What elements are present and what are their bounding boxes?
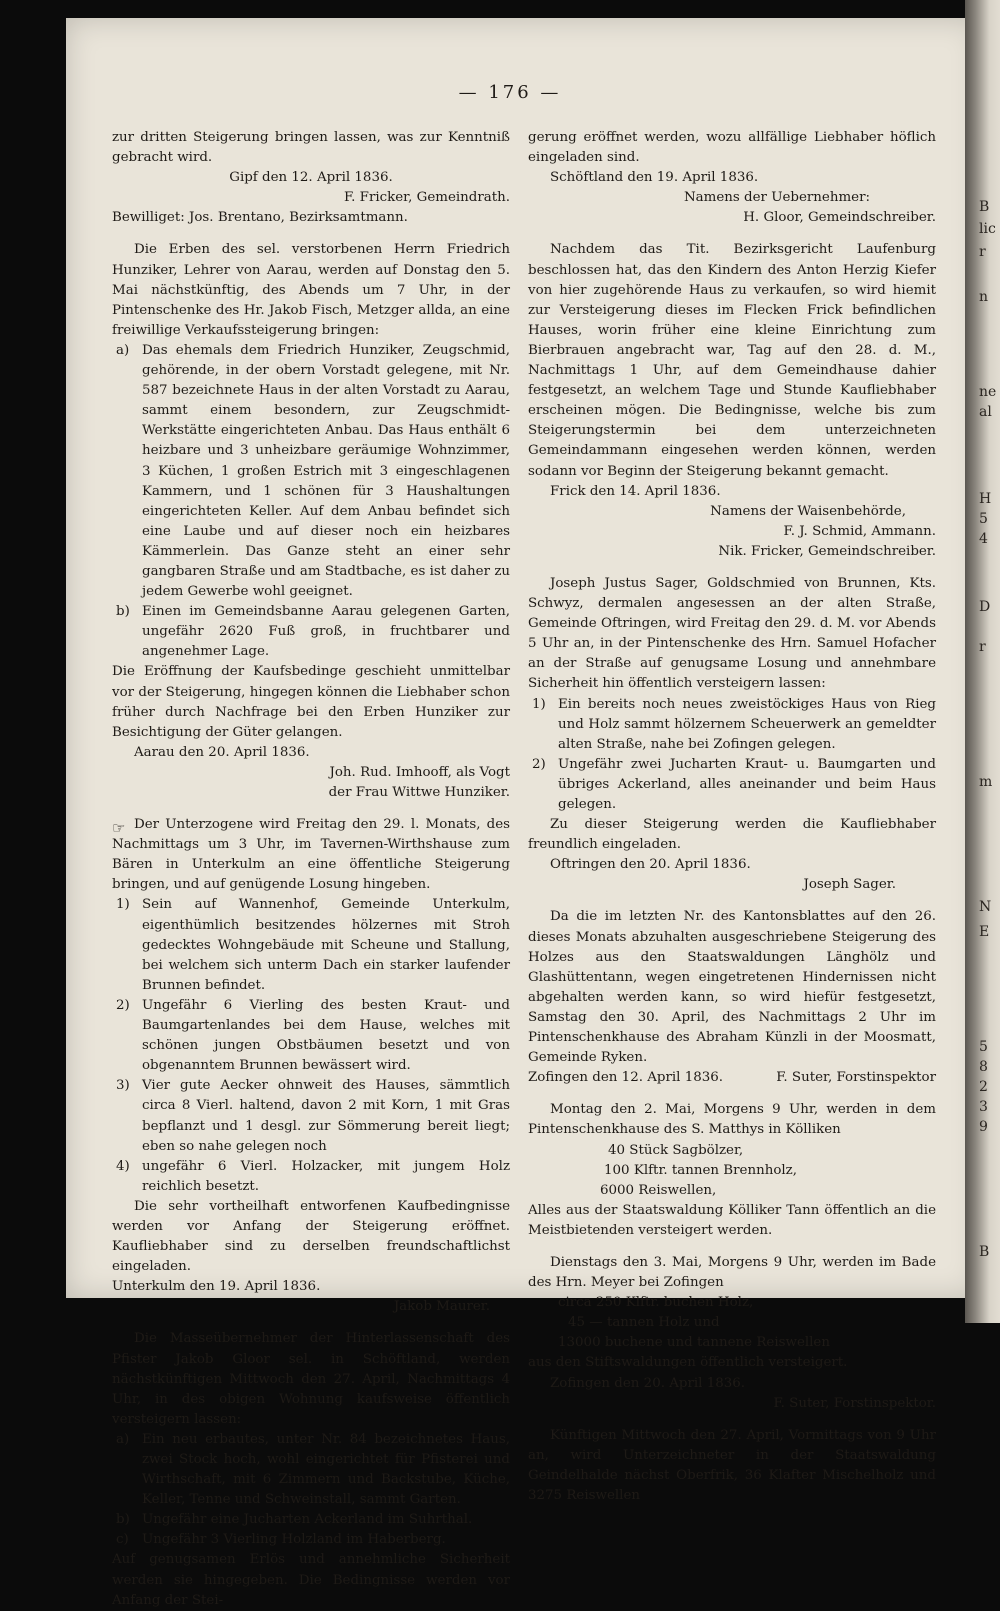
list-item-text: ungefähr 6 Vierl. Holzacker, mit jungem Holz reichlich besetzt. xyxy=(142,1158,510,1194)
notice-signature: Namens der Waisenbehörde, xyxy=(710,503,906,519)
gutter-fragment: B xyxy=(979,199,990,215)
notice-date: Zofingen den 20. April 1836. xyxy=(550,1375,746,1391)
notice-footer xyxy=(528,1068,936,1088)
gutter-fragment: B xyxy=(979,1244,990,1260)
notice-date: Frick den 14. April 1836. xyxy=(550,483,721,499)
gutter-fragment: lic xyxy=(979,221,996,237)
list-item-text: Das ehemals dem Friedrich Hunziker, Zeugschmid, gehörende, in der obern Vorstadt gelegene, mit Nr. 587 bezeichnete Haus in der alten Vorstadt zu Aarau, sammt einem besondern, zur Zeugschmidt-Werkstätte eingerichteten Anbau. Das Haus enthält 6 heizbare und 3 unheizbare geräumige Wohnzimmer, 3 Küchen, 1 großen Estrich mit 3 eingeschlagenen Kammern, und 1 schönen für 3 Haushaltungen eingerichteten Keller. Auf dem Anbau befindet sich eine Laube und auf dieser noch ein heizbares Kämmerlein. Das Ganze steht an einer sehr gangbaren Straße und am Stadtbache, es ist daher zu jedem Gewerbe wohl geeignet. xyxy=(142,342,510,600)
notice-signature: der Frau Wittwe Hunziker. xyxy=(328,785,510,800)
list-item: 6000 Reiswellen, xyxy=(600,1182,717,1198)
gutter-fragment: H xyxy=(979,491,992,507)
list-item-label: 4) xyxy=(116,1158,130,1174)
notice-signature: Nik. Fricker, Gemeindschreiber. xyxy=(718,543,936,559)
list-item: 100 Klftr. tannen Brennholz, xyxy=(604,1162,797,1178)
notice-approval: Bewilliget: Jos. Brentano, Bezirksamtmann. xyxy=(112,210,408,226)
list-item-text: Ungefähr zwei Jucharten Kraut- u. Baumgarten und übriges Ackerland, alles aneinander und beim Haus gelegen. xyxy=(558,756,936,812)
notice-block xyxy=(112,815,510,895)
gutter-fragment: r xyxy=(979,639,986,655)
list-item xyxy=(528,755,936,815)
list-item-text: Sein auf Wannenhof, Gemeinde Unterkulm, eigenthümlich besitzendes hölzernes mit Stroh gedecktes Wohngebäude mit Scheune und Stallung, bei welchem sich unterm Dach ein starker laufender Brunnen befindet. xyxy=(142,897,510,993)
notice-paragraph: gerung eröffnet werden, wozu allfällige Liebhaber höflich eingeladen sind. xyxy=(528,130,936,166)
notice-paragraph: Die Eröffnung der Kaufsbedinge geschieht unmittelbar vor der Steigerung, hingegen können die Liebhaber schon früher durch Nachfrage bei den Erben Hunziker zur Besichtigung der Güter gelangen. xyxy=(112,664,510,740)
notice-date: Gipf den 12. April 1836. xyxy=(229,170,393,186)
list-item-text: Ein bereits noch neues zweistöckiges Haus von Rieg und Holz sammt hölzernem Scheuerwerk an gemeldter alten Straße, nahe bei Zofingen gelegen. xyxy=(558,696,936,752)
list-item-label: 2) xyxy=(532,756,546,772)
list-item-text: Einen im Gemeindsbanne Aarau gelegenen Garten, ungefähr 2620 Fuß groß, in fruchtbarer und angenehmer Lage. xyxy=(142,604,510,660)
notice-paragraph: Die Erben des sel. verstorbenen Herrn Friedrich Hunziker, Lehrer von Aarau, werden auf Donstag den 5. Mai nächstkünftig, des Abends um 7 Uhr, in der Pintenschenke des Hr. Jakob Fisch, Metzger allda, an eine freiwillige Verkaufssteigerung bringen: xyxy=(112,242,510,338)
notice-paragraph: Joseph Justus Sager, Goldschmied von Brunnen, Kts. Schwyz, dermalen angesessen an der alten Straße, Gemeinde Oftringen, wird Freitag den 29. d. M. vor Abends 5 Uhr an, in der Pintenschenke des Hrn. Samuel Hofacher an der Straße auf genugsame Losung und annehmbare Sicherheit hin öffentlich versteigern lassen: xyxy=(528,575,936,692)
list-item xyxy=(112,1430,510,1510)
list-item-text: Ungefähr eine Jucharten Ackerland im Suhrthal. xyxy=(142,1512,473,1528)
notice-signature: H. Gloor, Gemeindschreiber. xyxy=(743,210,936,226)
notice-paragraph: aus den Stiftswaldungen öffentlich versteigert. xyxy=(528,1355,848,1371)
notice-paragraph: Auf genugsamen Erlös und annehmliche Sicherheit werden sie hingegeben. Die Bedingnisse werden vor Anfang der Stei- xyxy=(112,1552,510,1608)
list-item xyxy=(112,996,510,1076)
list-item: 13000 buchene und tannene Reiswellen xyxy=(558,1335,830,1351)
list-item-label: 1) xyxy=(532,696,546,712)
notice-date: Aarau den 20. April 1836. xyxy=(134,744,310,760)
list-item: 45 — tannen Holz und xyxy=(568,1315,720,1331)
gutter-fragment: 5 xyxy=(979,511,988,527)
notice-date: Unterkulm den 19. April 1836. xyxy=(112,1279,321,1295)
list-item: 40 Stück Sagbölzer, xyxy=(608,1142,744,1158)
gutter-fragment: al xyxy=(979,404,992,420)
list-item xyxy=(112,1076,510,1156)
facing-page-edge xyxy=(965,0,1000,1323)
list-item-text: Ungefähr 3 Vierling Holzland im Haberberg. xyxy=(142,1532,446,1548)
list-item-label: b) xyxy=(116,1512,130,1528)
list-item-label: a) xyxy=(116,342,130,358)
notice-signature: F. Fricker, Gemeindrath. xyxy=(343,190,510,206)
notice-paragraph: Künftigen Mittwoch den 27. April, Vormittags von 9 Uhr an, wird Unterzeichneter in der Staatswaldung Geindelhalde nächst Oberfrik, 36 Klafter Mischelholz und 3275 Reiswellen xyxy=(528,1427,936,1503)
notice-paragraph: Zu dieser Steigerung werden die Kaufliebhaber freundlich eingeladen. xyxy=(528,817,936,853)
notice-paragraph: Alles aus der Staatswaldung Kölliker Tann öffentlich an die Meistbietenden versteigert werden. xyxy=(528,1202,936,1238)
gutter-fragment: D xyxy=(979,599,991,615)
notice-paragraph: Da die im letzten Nr. des Kantonsblattes auf den 26. dieses Monats abzuhalten ausgeschriebene Steigerung des Holzes aus den Staatswaldungen Länghölz und Glashüttentann, wegen eingetretenen Hindernissen nicht abgehalten werden kann, so wird hiefür festgesetzt, Samstag den 30. April, des Nachmittags 2 Uhr im Pintenschenkhause des Abraham Künzli in der Moosmatt, Gemeinde Ryken. xyxy=(528,909,936,1066)
list-item-label: 3) xyxy=(116,1078,130,1094)
list-item xyxy=(112,895,510,995)
list-item-label: b) xyxy=(116,604,130,620)
right-column xyxy=(528,128,936,1506)
notice-paragraph: Montag den 2. Mai, Morgens 9 Uhr, werden in dem Pintenschenkhause des S. Matthys in Kölliken xyxy=(528,1102,936,1138)
gutter-fragment: N xyxy=(979,899,992,915)
notice-date: Schöftland den 19. April 1836. xyxy=(550,170,759,186)
notice-signature: F. Suter, Forstinspektor. xyxy=(773,1395,936,1411)
gutter-fragment: 3 xyxy=(979,1099,988,1115)
left-column xyxy=(112,128,510,1611)
notice-signature: F. Suter, Forstinspektor xyxy=(776,1070,936,1086)
notice-paragraph: Die Masseübernehmer der Hinterlassenschaft des Pfister Jakob Gloor sel. in Schöftland, werden nächstkünftigen Mittwoch den 27. April, Nachmittags 4 Uhr, in des obigen Wohnung kaufsweise öffentlich versteigern lassen: xyxy=(112,1331,510,1427)
gutter-fragment: E xyxy=(979,924,990,940)
gutter-fragment: n xyxy=(979,289,989,305)
notice-signature: Joh. Rud. Imhooff, als Vogt xyxy=(329,764,510,780)
notice-paragraph: Nachdem das Tit. Bezirksgericht Laufenburg beschlossen hat, das den Kindern des Anton Herzig Kiefer von hier zugehörende Haus zu verkaufen, so wird hiemit zur Versteigerung dieses im Flecken Frick befindlichen Hauses, worin früher eine kleine Einrichtung zum Bierbrauen angebracht war, Tag auf den 28. d. M., Nachmittags 1 Uhr, auf dem Gemeindhause dahier festgesetzt, an welchem Tage und Stunde Kaufliebhaber erscheinen mögen. Die Bedingnisse, welche bis zum Steigerungstermin bei dem unterzeichneten Gemeindammann eingesehen werden können, werden sodann vor Beginn der Steigerung bekannt gemacht. xyxy=(528,242,936,479)
pointing-hand-icon: ☞ xyxy=(112,819,126,838)
notice-signature: Namens der Uebernehmer: xyxy=(683,190,871,206)
notice-signature: Joseph Sager. xyxy=(803,877,896,893)
list-item: circa 250 Klftr. buchen Holz, xyxy=(558,1295,754,1311)
list-item xyxy=(112,1530,510,1550)
list-item-label: a) xyxy=(116,1431,130,1447)
page-number: — 176 — xyxy=(458,82,562,103)
notice-paragraph: Die sehr vortheilhaft entworfenen Kaufbedingnisse werden vor Anfang der Steigerung eröffnet. Kaufliebhaber sind zu derselben freundschaftlichst eingeladen. xyxy=(112,1198,510,1275)
gutter-fragment: ne xyxy=(979,384,997,400)
notice-paragraph: Der Unterzogene wird Freitag den 29. l. Monats, des Nachmittags um 3 Uhr, im Tavernen-Wirthshause zum Bären in Unterkulm an eine öffentliche Steigerung bringen, und auf genügende Losung hingeben. xyxy=(112,817,510,893)
list-item xyxy=(112,1510,510,1530)
list-item xyxy=(112,341,510,602)
list-item xyxy=(112,602,510,662)
list-item xyxy=(528,695,936,755)
list-item-label: 1) xyxy=(116,897,130,913)
notice-date: Zofingen den 12. April 1836. xyxy=(528,1070,724,1086)
gutter-fragment: 9 xyxy=(979,1119,988,1135)
notice-paragraph: Dienstags den 3. Mai, Morgens 9 Uhr, werden im Bade des Hrn. Meyer bei Zofingen xyxy=(528,1254,936,1291)
list-item-text: Ein neu erbautes, unter Nr. 84 bezeichnetes Haus, zwei Stock hoch, wohl eingerichtet für Pfisterei und Wirthschaft, mit 6 Zimmern und Backstube, Küche, Keller, Tenne und Schweinstall, sammt Garten. xyxy=(142,1431,510,1508)
list-item-label: 2) xyxy=(116,997,130,1013)
notice-paragraph: zur dritten Steigerung bringen lassen, was zur Kenntniß gebracht wird. xyxy=(112,130,510,166)
list-item-label: c) xyxy=(116,1532,129,1548)
gutter-fragment: 2 xyxy=(979,1079,988,1095)
gutter-fragment: 8 xyxy=(979,1059,988,1075)
gutter-fragment: r xyxy=(979,244,986,260)
list-item xyxy=(112,1157,510,1197)
list-item-text: Vier gute Aecker ohnweit des Hauses, sämmtlich circa 8 Vierl. haltend, davon 2 mit Korn, 1 mit Gras bepflanzt und 1 desgl. zur Sömmerung bereit liegt; eben so nahe gelegen noch xyxy=(142,1078,510,1154)
notice-date: Oftringen den 20. April 1836. xyxy=(550,857,751,873)
notice-signature: F. J. Schmid, Ammann. xyxy=(783,523,936,539)
notice-signature: Jakob Maurer. xyxy=(393,1299,490,1315)
list-item-text: Ungefähr 6 Vierling des besten Kraut- und Baumgartenlandes bei dem Hause, welches mit schönen jungen Obstbäumen besetzt und von obgenanntem Brunnen bewässert wird. xyxy=(142,997,510,1074)
gutter-fragment: m xyxy=(979,774,993,790)
gutter-fragment: 4 xyxy=(979,531,988,547)
gutter-fragment: 5 xyxy=(979,1039,988,1055)
